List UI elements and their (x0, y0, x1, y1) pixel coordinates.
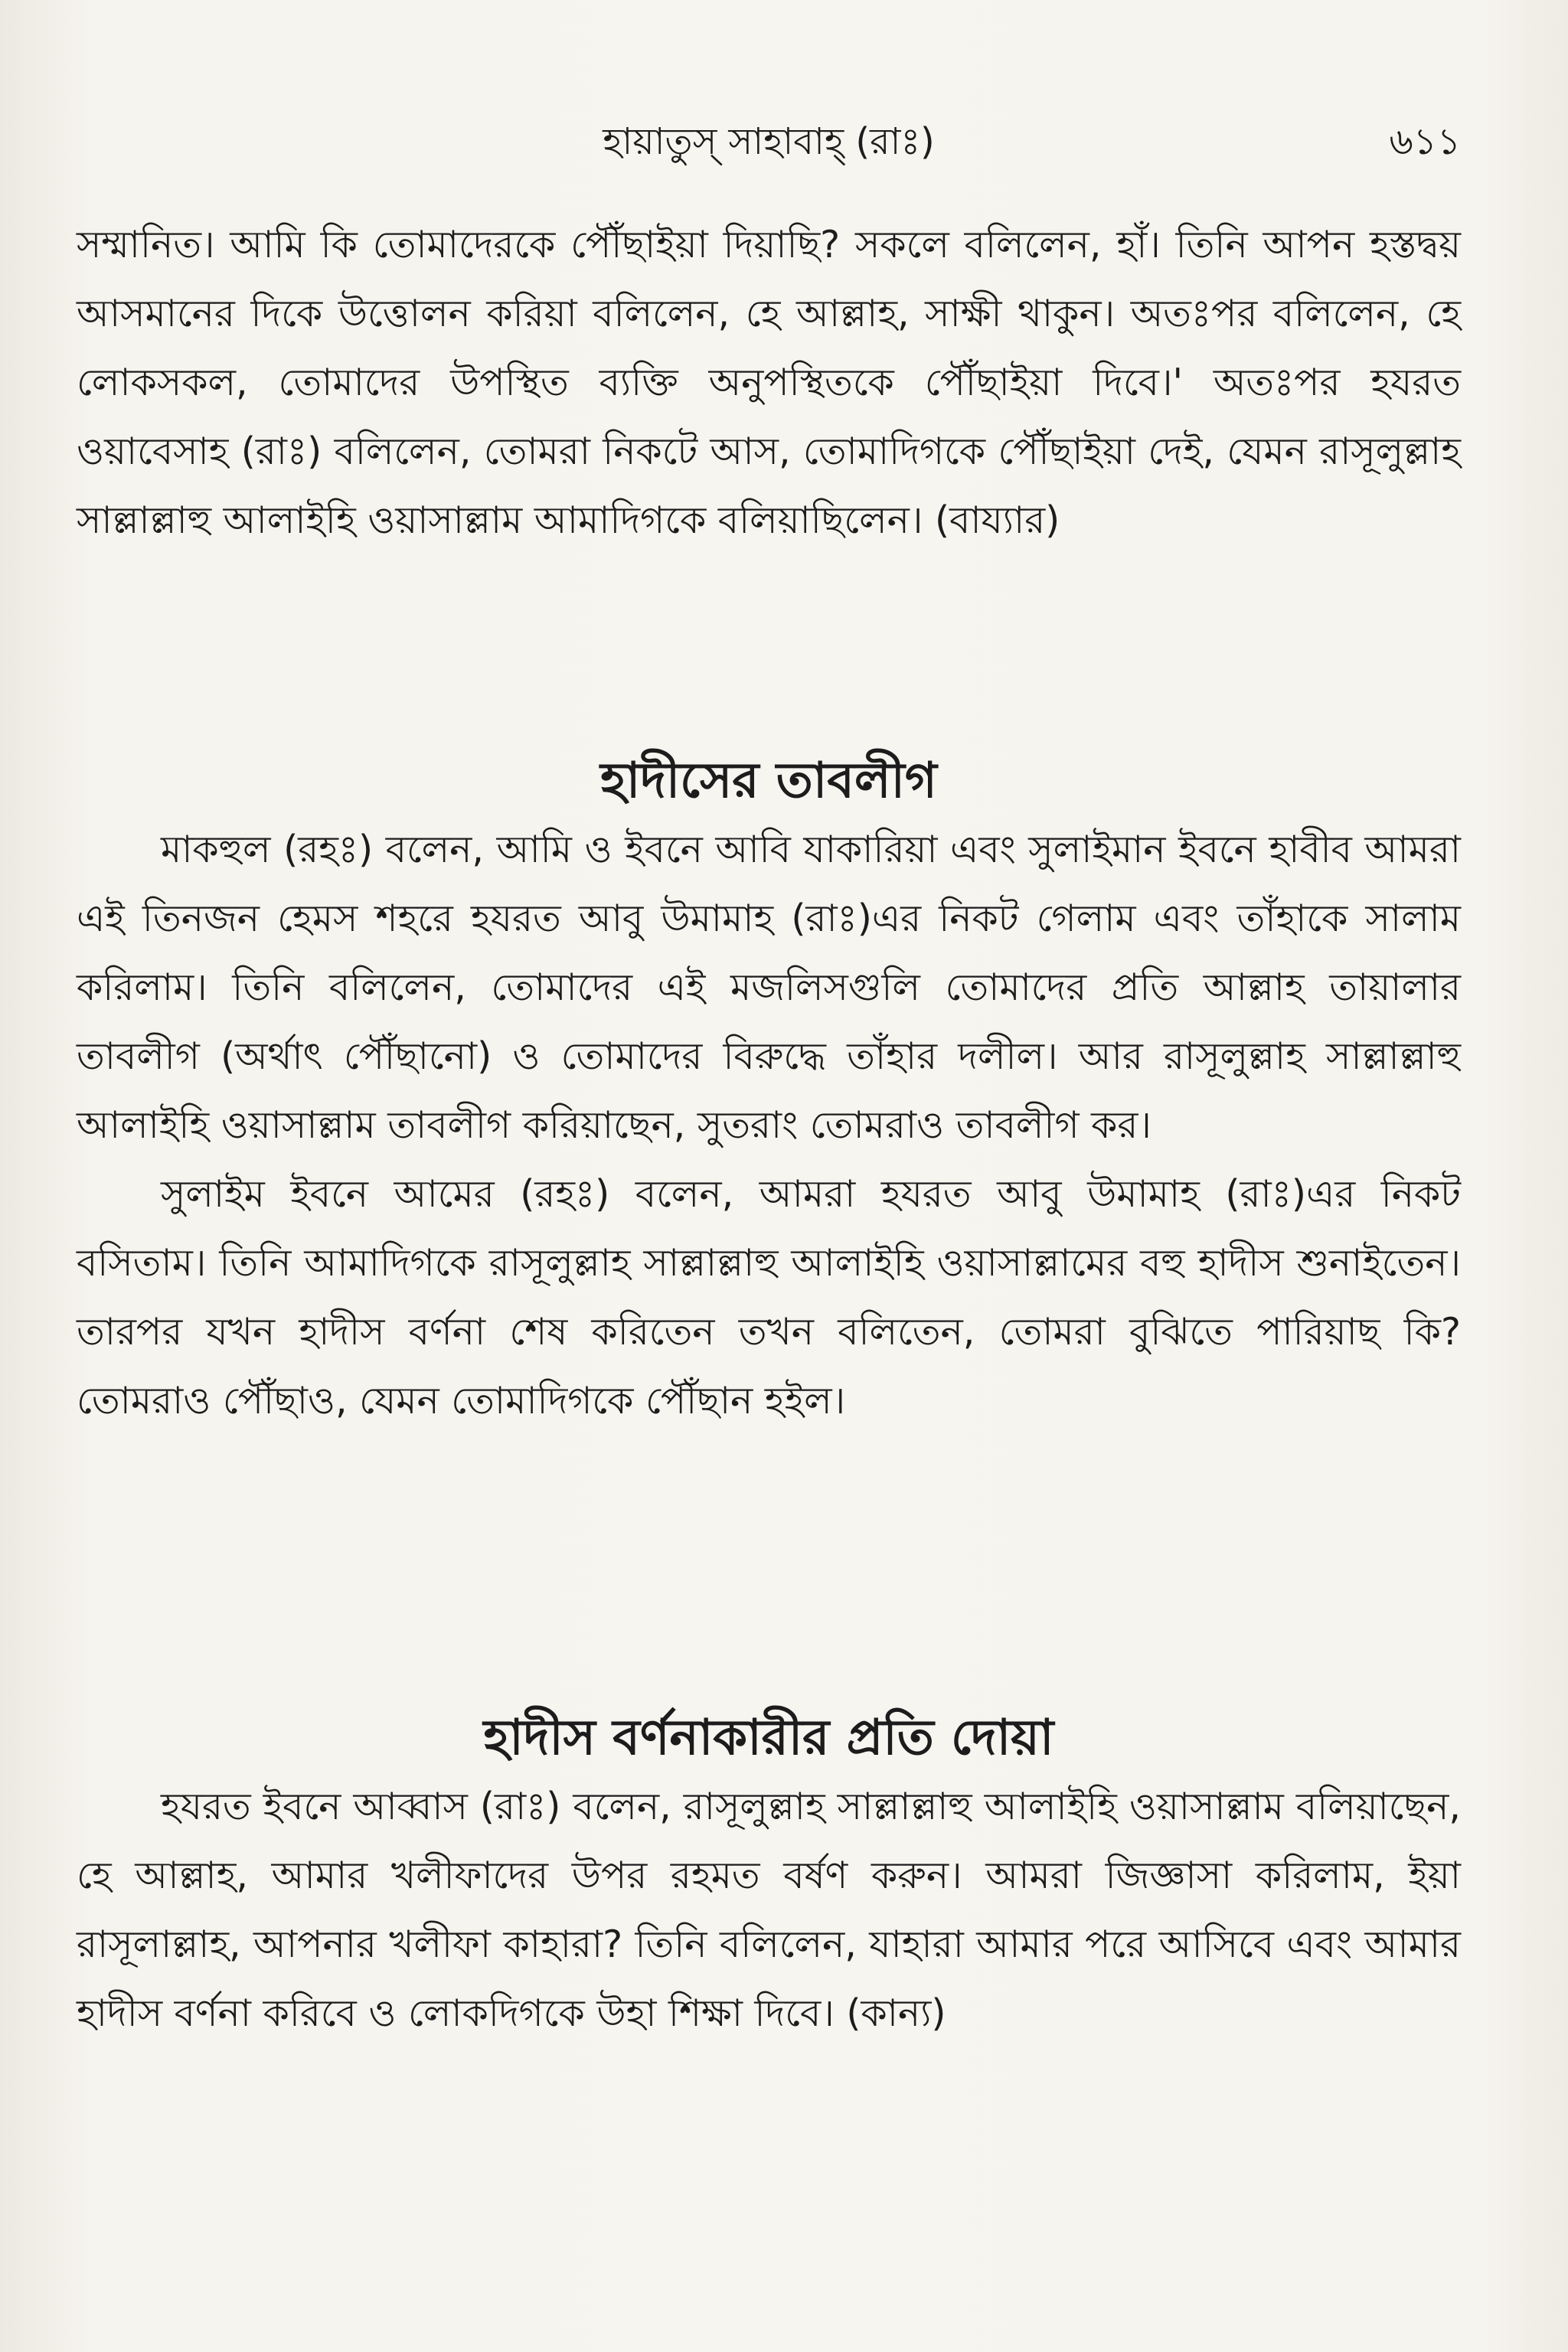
intro-paragraph: সম্মানিত। আমি কি তোমাদেরকে পৌঁছাইয়া দিয়াছি? সকলে বলিলেন, হাঁ। তিনি আপন হস্তদ্বয় আসমানের দিকে উত্তোলন করিয়া বলিলেন, হে আল্লাহ, সাক্ষী থাকুন। অতঃপর বলিলেন, হে লোকসকল, তোমাদের উপস্থিত ব্যক্তি অনুপস্থিতকে পৌঁছাইয়া দিবে।' অতঃপর হযরত ওয়াবেসাহ (রাঃ) বলিলেন, তোমরা নিকটে আস, তোমাদিগকে পৌঁছাইয়া দেই, যেমন রাসূলুল্লাহ সাল্লাল্লাহু আলাইহি ওয়াসাল্লাম আমাদিগকে বলিয়াছিলেন। (বায্যার) (77, 223, 1461, 542)
page-number: ৬১১ (1389, 120, 1461, 163)
running-header (77, 115, 1461, 168)
intro-block (77, 211, 1461, 555)
section-paragraph: মাকহুল (রহঃ) বলেন, আমি ও ইবনে আবি যাকারিয়া এবং সুলাইমান ইবনে হাবীব আমরা এই তিনজন হেমস শহরে হযরত আবু উমামাহ (রাঃ)এর নিকট গেলাম এবং তাঁহাকে সালাম করিলাম। তিনি বলিলেন, তোমাদের এই মজলিসগুলি তোমাদের প্রতি আল্লাহ তায়ালার তাবলীগ (অর্থাৎ পৌঁছানো) ও তোমাদের বিরুদ্ধে তাঁহার দলীল। আর রাসূলুল্লাহ সাল্লাল্লাহু আলাইহি ওয়াসাল্লাম তাবলীগ করিয়াছেন, সুতরাং তোমরাও তাবলীগ কর। (77, 828, 1461, 1147)
section-paragraph: সুলাইম ইবনে আমের (রহঃ) বলেন, আমরা হযরত আবু উমামাহ (রাঃ)এর নিকট বসিতাম। তিনি আমাদিগকে রাসূলুল্লাহ সাল্লাল্লাহু আলাইহি ওয়াসাল্লামের বহু হাদীস শুনাইতেন। তারপর যখন হাদীস বর্ণনা শেষ করিতেন তখন বলিতেন, তোমরা বুঝিতে পারিয়াছ কি? তোমরাও পৌঁছাও, যেমন তোমাদিগকে পৌঁছান হইল। (77, 1172, 1461, 1423)
section-dua-for-narrators (77, 1704, 1461, 2048)
section-paragraph: হযরত ইবনে আব্বাস (রাঃ) বলেন, রাসূলুল্লাহ সাল্লাল্লাহু আলাইহি ওয়াসাল্লাম বলিয়াছেন, হে আল্লাহ, আমার খলীফাদের উপর রহমত বর্ষণ করুন। আমরা জিজ্ঞাসা করিলাম, ইয়া রাসূলাল্লাহ, আপনার খলীফা কাহারা? তিনি বলিলেন, যাহারা আমার পরে আসিবে এবং আমার হাদীস বর্ণনা করিবে ও লোকদিগকে উহা শিক্ষা দিবে। (কান্য) (77, 1785, 1461, 2035)
section-heading: হাদীসের তাবলীগ (600, 753, 937, 809)
running-title: হায়াতুস্ সাহাবাহ্ (রাঃ) (603, 120, 935, 163)
section-heading: হাদীস বর্ণনাকারীর প্রতি দোয়া (483, 1710, 1054, 1766)
section-hadith-tabligh (77, 746, 1461, 1436)
